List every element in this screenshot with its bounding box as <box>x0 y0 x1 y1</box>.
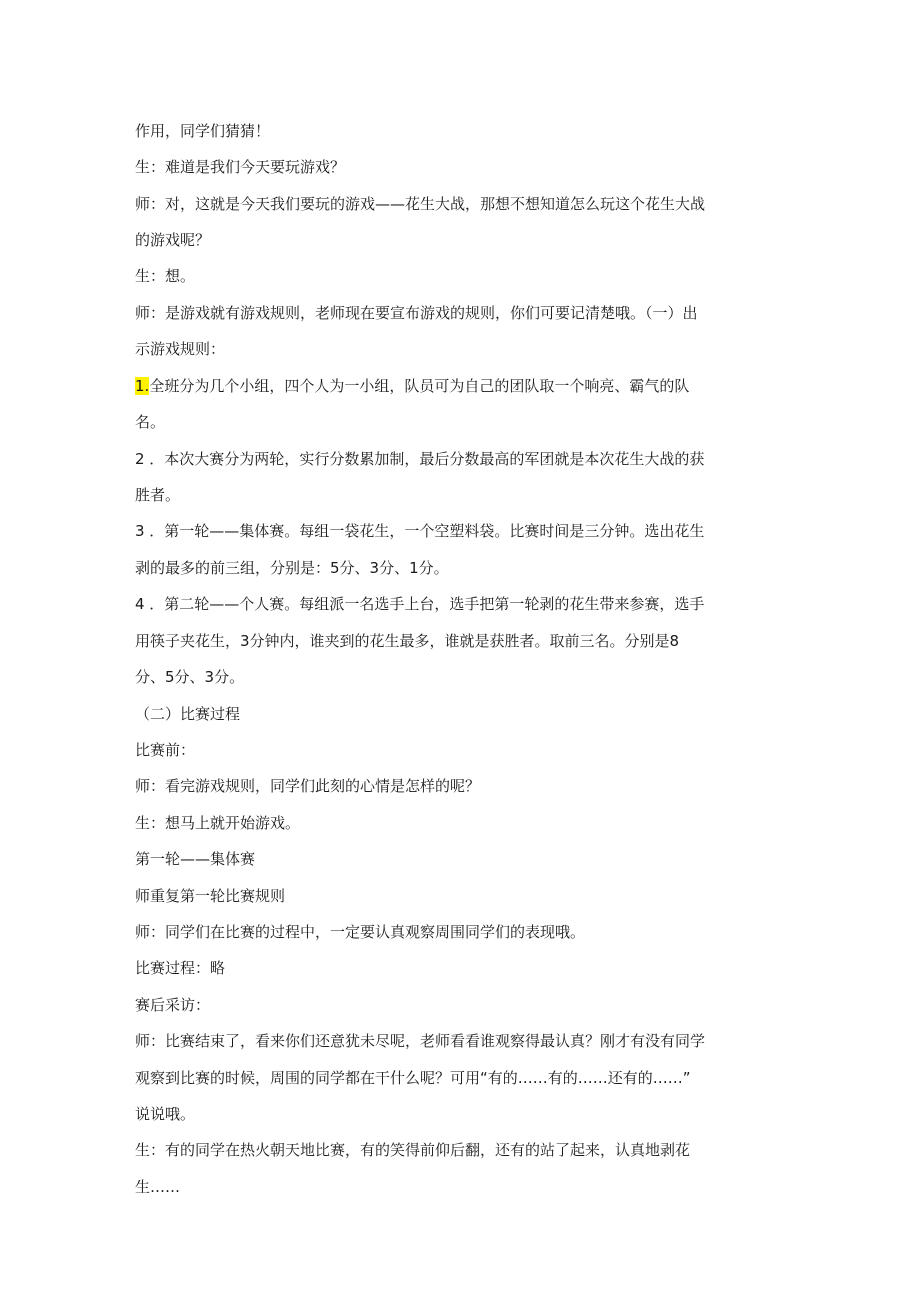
text-line: 第一轮——集体赛 <box>135 850 256 868</box>
section-heading: （二）比赛过程 <box>135 705 241 723</box>
text-line: 作用，同学们猜猜！ <box>135 122 271 140</box>
text-line: 2 ．本次大赛分为两轮，实行分数累加制，最后分数最高的军团就是本次花生大战的获 <box>135 450 705 468</box>
text-line: 比赛前： <box>135 741 196 759</box>
text-line: 师：看完游戏规则，同学们此刻的心情是怎样的呢？ <box>135 777 481 795</box>
text-line: 师：对，这就是今天我们要玩的游戏——花生大战，那想不想知道怎么玩这个花生大战 <box>135 195 706 213</box>
text-line: 4 ．第二轮——个人赛。每组派一名选手上台，选手把第一轮剥的花生带来参赛，选手 <box>135 595 705 613</box>
text-line: 师：同学们在比赛的过程中，一定要认真观察周围同学们的表现哦。 <box>135 923 586 941</box>
rule-item-1 <box>135 375 795 397</box>
text-line: 生…… <box>135 1178 181 1196</box>
text-line: 赛后采访： <box>135 996 211 1014</box>
text-line: 比赛过程：略 <box>135 959 226 977</box>
text-line: 的游戏呢？ <box>135 231 211 249</box>
text-line: 师重复第一轮比赛规则 <box>135 887 286 905</box>
text-line: 生：想马上就开始游戏。 <box>135 814 301 832</box>
highlight-marker: 1. <box>135 377 150 395</box>
text-line: 胜者。 <box>135 486 181 504</box>
text-line: 说说哦。 <box>135 1105 196 1123</box>
text-line: 用筷子夹花生，3分钟内，谁夹到的花生最多，谁就是获胜者。取前三名。分别是8 <box>135 632 680 650</box>
text-line: 师：是游戏就有游戏规则，老师现在要宣布游戏的规则，你们可要记清楚哦。（一）出 <box>135 304 698 322</box>
text-line: 生：想。 <box>135 267 196 285</box>
text-line: 观察到比赛的时候，周围的同学都在干什么呢？可用“有的……有的……还有的……” <box>135 1069 691 1087</box>
text-line: 剥的最多的前三组，分别是：5分、3分、1分。 <box>135 559 449 577</box>
text-line: 名。 <box>135 413 166 431</box>
text-line: 示游戏规则： <box>135 340 226 358</box>
text-line: 3 ．第一轮——集体赛。每组一袋花生，一个空塑料袋。比赛时间是三分钟。选出花生 <box>135 522 705 540</box>
text-line: 生：难道是我们今天要玩游戏？ <box>135 158 346 176</box>
text-line: 师：比赛结束了，看来你们还意犹未尽呢，老师看看谁观察得最认真？刚才有没有同学 <box>135 1032 706 1050</box>
text-line: 生：有的同学在热火朝天地比赛，有的笑得前仰后翻，还有的站了起来，认真地剥花 <box>135 1141 691 1159</box>
text-line: 全班分为几个小组，四个人为一小组，队员可为自己的团队取一个响亮、霸气的队 <box>149 377 690 395</box>
text-line: 分、5分、3分。 <box>135 668 245 686</box>
